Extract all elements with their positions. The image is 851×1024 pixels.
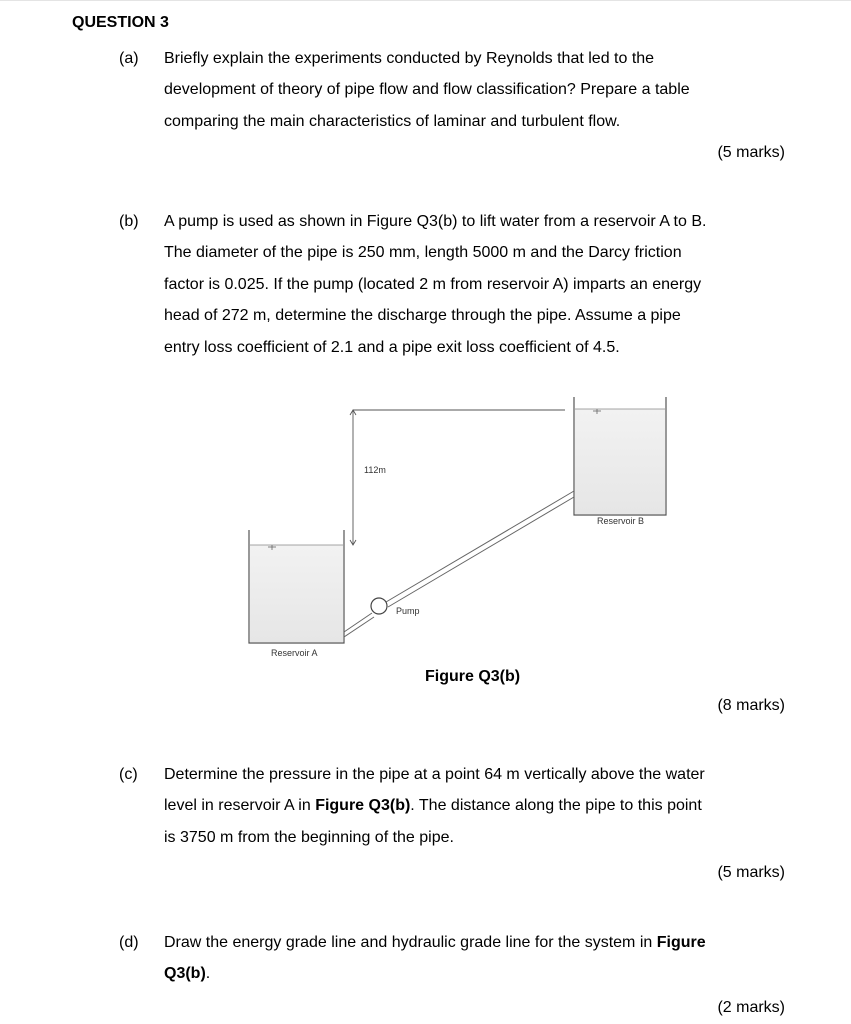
- pipe-wall-top: [386, 491, 574, 602]
- part-b-marks: (8 marks): [717, 697, 785, 714]
- pipe-inlet-bottom: [344, 617, 374, 637]
- pump-label: Pump: [396, 606, 420, 616]
- part-a-line-1: Briefly explain the experiments conducted by Reynolds that led to the: [164, 50, 655, 67]
- part-b-line-3: factor is 0.025. If the pump (located 2 m from reservoir A) imparts an energy: [164, 275, 702, 293]
- question-title: QUESTION 3: [72, 14, 169, 31]
- part-d-marks: (2 marks): [717, 999, 785, 1016]
- height-dimension: [350, 410, 565, 545]
- reservoir-a: [249, 530, 344, 643]
- part-c-line-2-end: . The distance along the pipe to this point: [410, 797, 702, 815]
- part-d-line-1-start: Draw the energy grade line and hydraulic grade line for the system in: [164, 934, 657, 951]
- pipe: [344, 491, 574, 637]
- part-a-marks: (5 marks): [717, 144, 785, 161]
- figure-reference: Figure: [656, 934, 706, 951]
- part-c-text: [164, 759, 794, 853]
- part-a-line-2: development of theory of pipe flow and flow classification? Prepare a table: [164, 81, 690, 99]
- pipe-wall-bottom: [388, 497, 574, 607]
- reservoir-a-label: Reservoir A: [271, 648, 318, 658]
- part-c-line-3: is 3750 m from the beginning of the pipe.: [164, 828, 454, 846]
- part-b-line-5: entry loss coefficient of 2.1 and a pipe exit loss coefficient of 4.5.: [164, 338, 620, 356]
- part-d-label: (d): [119, 934, 139, 951]
- figure-reference: Q3(b): [164, 965, 206, 983]
- reservoir-b: [574, 397, 666, 515]
- part-b-label: (b): [119, 213, 139, 230]
- reservoir-b-label: Reservoir B: [597, 516, 645, 526]
- part-c-label: (c): [119, 766, 138, 783]
- height-label: 112m: [364, 465, 386, 475]
- part-d-line-2-end: .: [205, 965, 211, 983]
- part-c-marks: (5 marks): [717, 864, 785, 881]
- figure-reference: Figure Q3(b): [315, 797, 411, 815]
- part-d-text: [164, 927, 794, 990]
- part-a-label: (a): [119, 50, 139, 67]
- part-d-line-1: [164, 927, 794, 958]
- reservoir-a-water: [250, 545, 343, 642]
- part-c-line-2-start: level in reservoir A in: [164, 797, 316, 815]
- part-b-line-4: head of 272 m, determine the discharge through the pipe. Assume a pipe: [164, 307, 681, 325]
- pump-icon: [371, 598, 387, 614]
- part-b-line-1: A pump is used as shown in Figure Q3(b) to lift water from a reservoir A to B.: [164, 213, 707, 230]
- part-b-line-2: The diameter of the pipe is 250 mm, length 5000 m and the Darcy friction: [164, 244, 682, 262]
- part-d-line-2: [164, 958, 794, 989]
- pipe-inlet-top: [344, 613, 372, 632]
- figure-caption: Figure Q3(b): [425, 668, 521, 685]
- reservoir-b-water: [575, 409, 665, 514]
- part-c-line-2: [164, 790, 794, 821]
- part-c-line-1: Determine the pressure in the pipe at a point 64 m vertically above the water: [164, 766, 705, 783]
- part-a-line-3: comparing the main characteristics of laminar and turbulent flow.: [164, 112, 621, 130]
